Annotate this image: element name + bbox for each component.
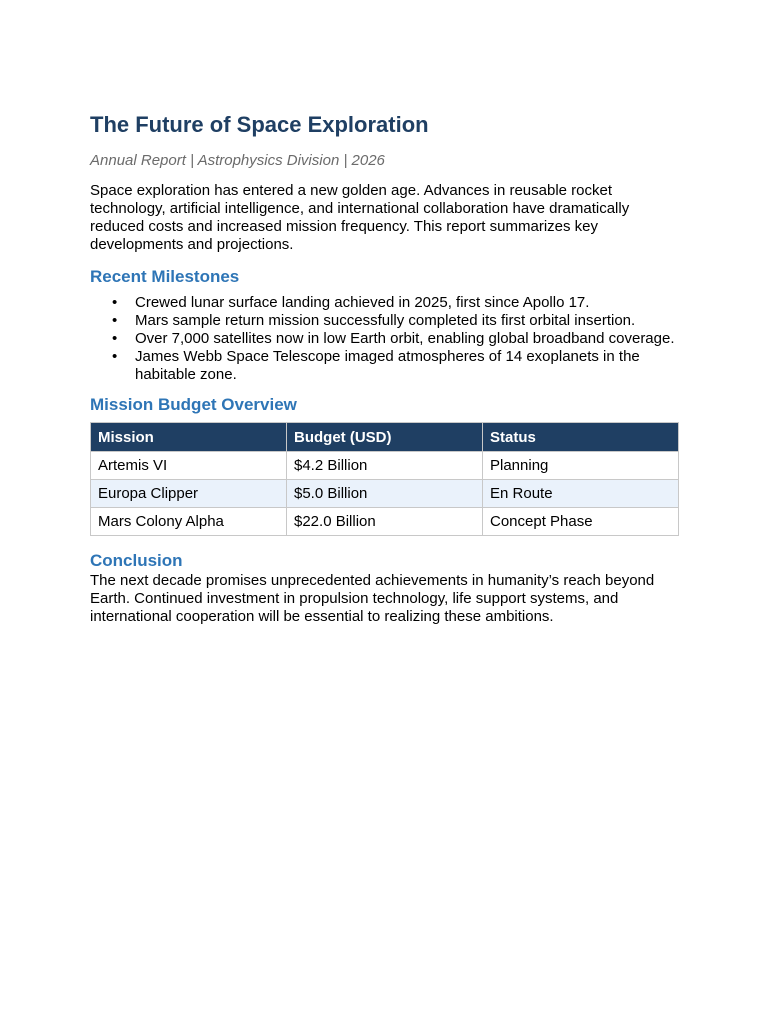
list-item bbox=[90, 294, 680, 312]
bullet-marker: • bbox=[112, 330, 118, 347]
table-cell-status: Planning bbox=[483, 452, 679, 480]
milestones-heading: Recent Milestones bbox=[90, 267, 240, 286]
table-cell-mission: Europa Clipper bbox=[91, 480, 287, 508]
document-body bbox=[90, 110, 680, 626]
column-header-mission: Mission bbox=[91, 423, 287, 452]
milestones-list bbox=[90, 294, 680, 384]
list-item-text: James Webb Space Telescope imaged atmospheres of 14 exoplanets in the habitable zone. bbox=[135, 348, 640, 383]
bullet-marker: • bbox=[112, 348, 118, 365]
table-cell-budget: $5.0 Billion bbox=[287, 480, 483, 508]
document-subtitle: Annual Report | Astrophysics Division | 2026 bbox=[90, 152, 385, 169]
table-cell-status: En Route bbox=[483, 480, 679, 508]
table-cell-mission: Mars Colony Alpha bbox=[91, 508, 287, 536]
column-header-budget: Budget (USD) bbox=[287, 423, 483, 452]
budget-heading: Mission Budget Overview bbox=[90, 395, 297, 414]
table-row bbox=[91, 508, 679, 536]
document-title: The Future of Space Exploration bbox=[90, 112, 429, 137]
table-cell-budget: $4.2 Billion bbox=[287, 452, 483, 480]
bullet-marker: • bbox=[112, 312, 118, 329]
bullet-marker: • bbox=[112, 294, 118, 311]
table-cell-mission: Artemis VI bbox=[91, 452, 287, 480]
budget-table bbox=[90, 422, 679, 536]
column-header-status: Status bbox=[483, 423, 679, 452]
list-item-text: Mars sample return mission successfully completed its first orbital insertion. bbox=[135, 312, 636, 329]
list-item-text: Over 7,000 satellites now in low Earth orbit, enabling global broadband coverage. bbox=[135, 330, 675, 347]
conclusion-paragraph: The next decade promises unprecedented achievements in humanity’s reach beyond Earth. Continued investment in propulsion technology, life support systems, and international cooperation will be essential to realizing these ambitions. bbox=[90, 572, 655, 625]
list-item bbox=[90, 312, 680, 330]
list-item bbox=[90, 348, 680, 384]
intro-paragraph: Space exploration has entered a new golden age. Advances in reusable rocket technology, artificial intelligence, and international collaboration have dramatically reduced costs and increased mission frequency. This report summarizes key developments and projections. bbox=[90, 182, 630, 253]
conclusion-heading: Conclusion bbox=[90, 551, 183, 570]
table-row bbox=[91, 480, 679, 508]
table-cell-budget: $22.0 Billion bbox=[287, 508, 483, 536]
table-header-row bbox=[91, 423, 679, 452]
list-item bbox=[90, 330, 680, 348]
table-row bbox=[91, 452, 679, 480]
table-cell-status: Concept Phase bbox=[483, 508, 679, 536]
list-item-text: Crewed lunar surface landing achieved in 2025, first since Apollo 17. bbox=[135, 294, 590, 311]
